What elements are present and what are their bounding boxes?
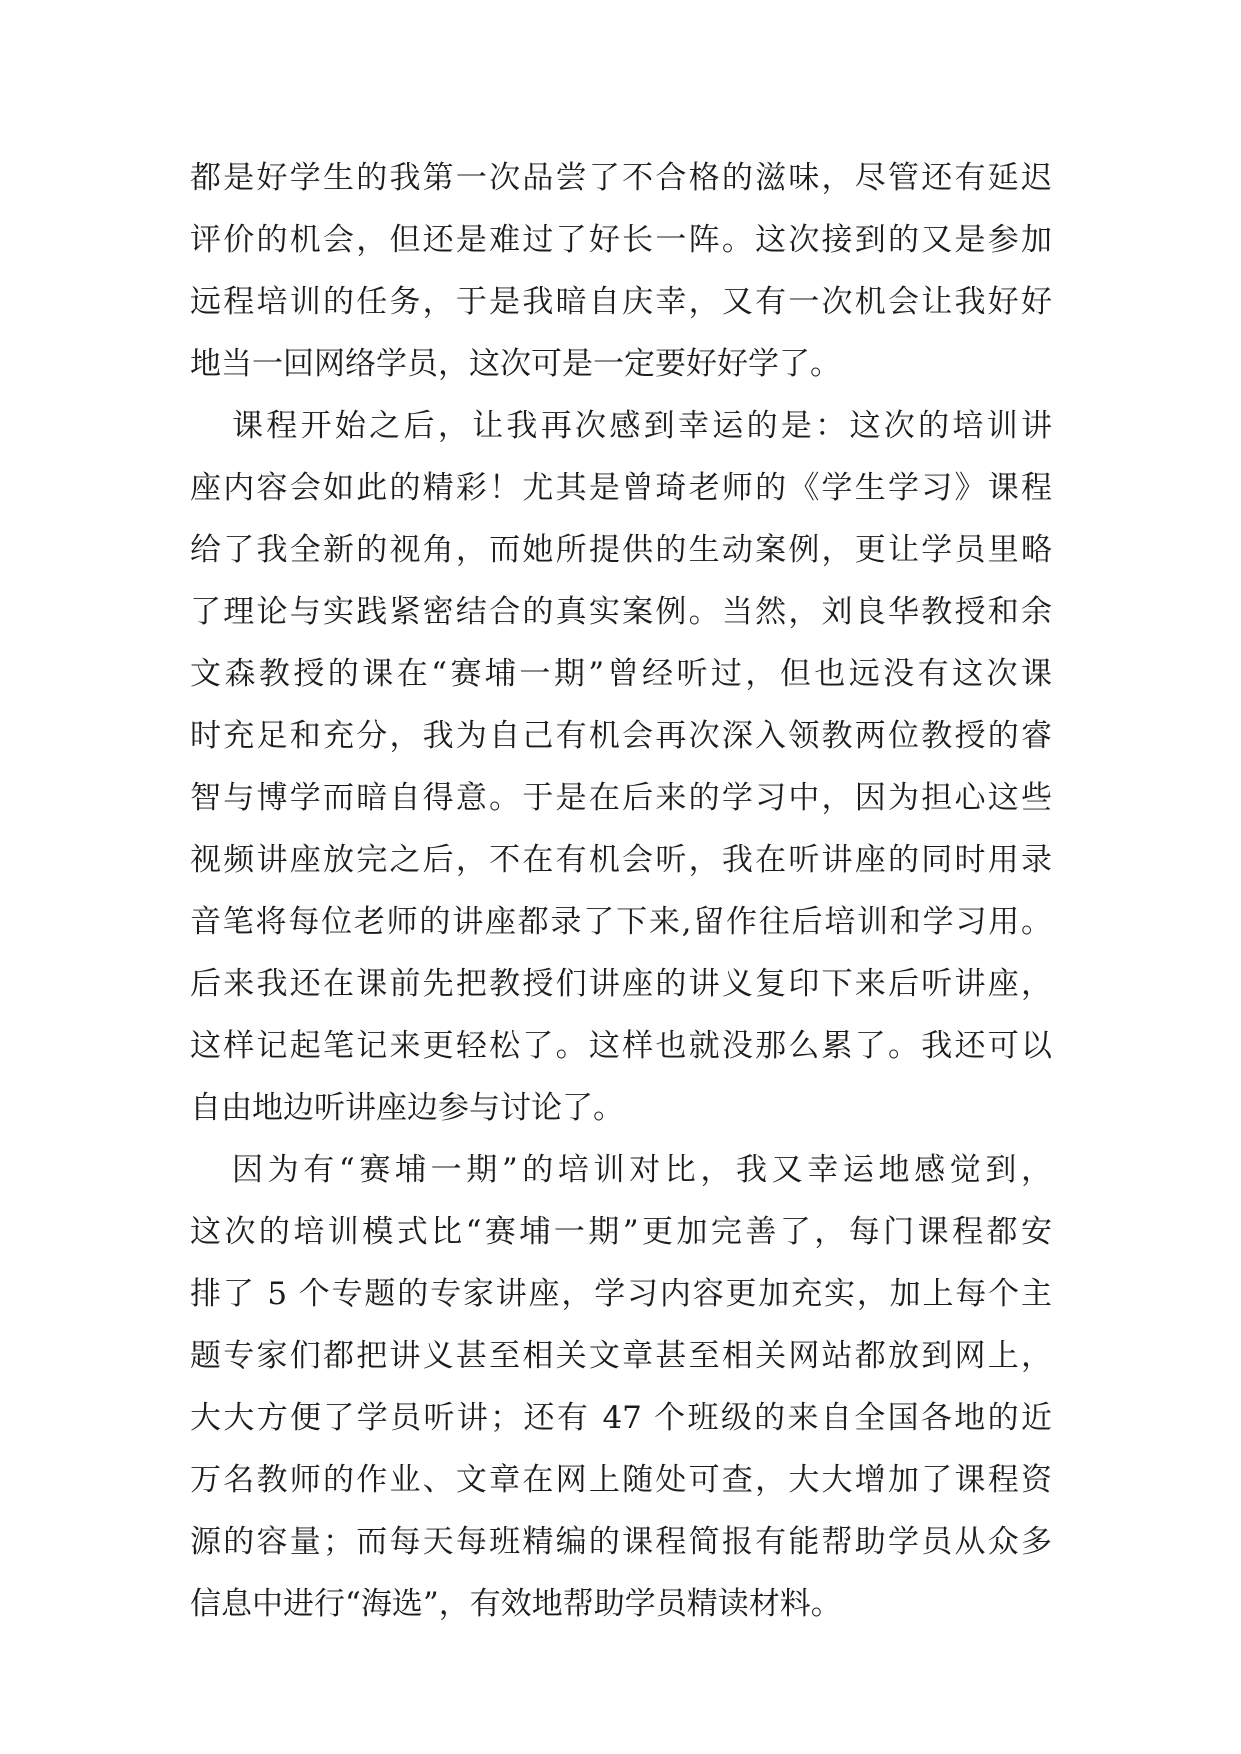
text-line: 后来我还在课前先把教授们讲座的讲义复印下来后听讲座， — [190, 966, 1052, 1002]
text-line: 这次的培训模式比“赛埔一期”更加完善了，每门课程都安 — [190, 1214, 1052, 1250]
text-line: 自由地边听讲座边参与讨论了。 — [190, 1090, 624, 1126]
text-line: 文森教授的课在“赛埔一期”曾经听过，但也远没有这次课 — [190, 656, 1052, 692]
text-line: 时充足和充分，我为自己有机会再次深入领教两位教授的睿 — [190, 718, 1052, 754]
body-text — [190, 147, 1052, 1635]
text-line: 视频讲座放完之后，不在有机会听，我在听讲座的同时用录 — [190, 842, 1052, 878]
paragraph-1 — [190, 147, 1052, 395]
text-line: 题专家们都把讲义甚至相关文章甚至相关网站都放到网上， — [190, 1338, 1052, 1374]
paragraph-2 — [190, 395, 1052, 1139]
text-line: 排了 5 个专题的专家讲座，学习内容更加充实，加上每个主 — [190, 1276, 1052, 1312]
text-line: 智与博学而暗自得意。于是在后来的学习中，因为担心这些 — [190, 780, 1052, 816]
text-line: 源的容量；而每天每班精编的课程简报有能帮助学员从众多 — [190, 1524, 1052, 1560]
text-line: 了理论与实践紧密结合的真实案例。当然，刘良华教授和余 — [190, 594, 1052, 630]
text-line: 万名教师的作业、文章在网上随处可查，大大增加了课程资 — [190, 1462, 1052, 1498]
text-line: 评价的机会，但还是难过了好长一阵。这次接到的又是参加 — [190, 222, 1052, 258]
text-line: 信息中进行“海选”，有效地帮助学员精读材料。 — [190, 1586, 842, 1622]
text-line: 这样记起笔记来更轻松了。这样也就没那么累了。我还可以 — [190, 1028, 1052, 1064]
text-line: 地当一回网络学员，这次可是一定要好好学了。 — [190, 346, 841, 382]
text-line: 课程开始之后，让我再次感到幸运的是：这次的培训讲 — [232, 408, 1052, 444]
text-line: 音笔将每位老师的讲座都录了下来,留作往后培训和学习用。 — [190, 904, 1052, 940]
text-line: 大大方便了学员听讲；还有 47 个班级的来自全国各地的近 — [190, 1400, 1052, 1436]
text-line: 因为有“赛埔一期”的培训对比，我又幸运地感觉到， — [232, 1152, 1052, 1188]
text-line: 远程培训的任务，于是我暗自庆幸，又有一次机会让我好好 — [190, 284, 1052, 320]
text-line: 座内容会如此的精彩！尤其是曾琦老师的《学生学习》课程 — [190, 470, 1052, 506]
text-line: 都是好学生的我第一次品尝了不合格的滋味，尽管还有延迟 — [190, 160, 1052, 196]
text-line: 给了我全新的视角，而她所提供的生动案例，更让学员里略 — [190, 532, 1052, 568]
paragraph-3 — [190, 1139, 1052, 1635]
